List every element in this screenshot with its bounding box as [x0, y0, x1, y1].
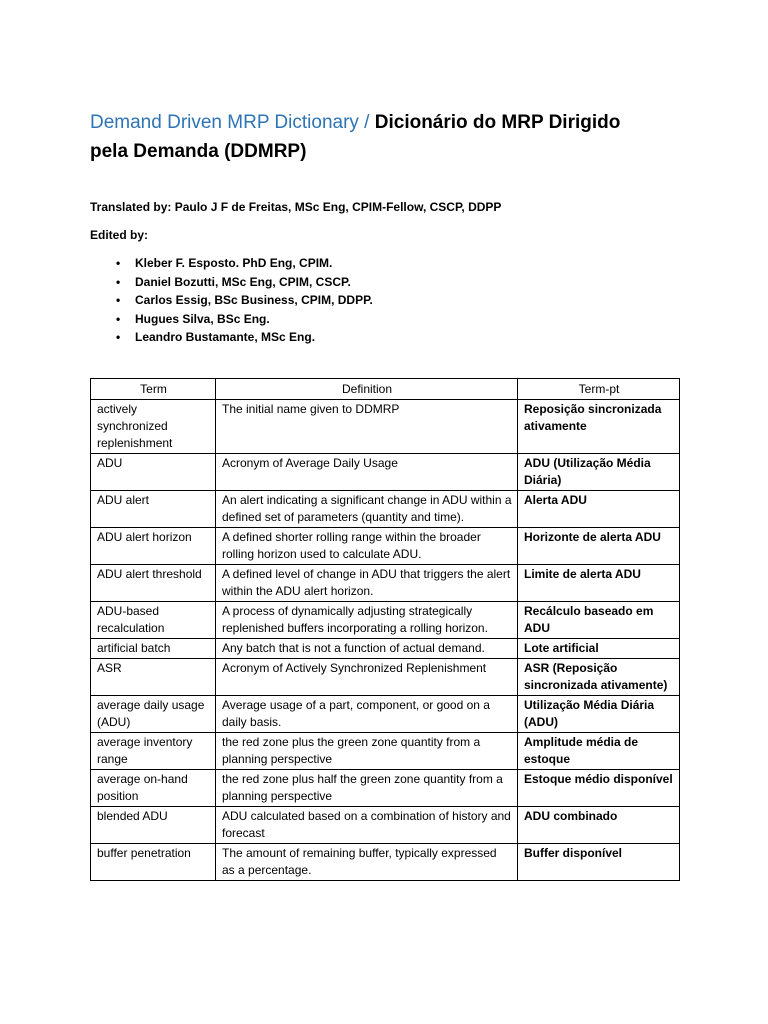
term-pt-cell: Lote artificial — [518, 639, 680, 659]
title-english: Demand Driven MRP Dictionary / — [90, 112, 370, 133]
term-cell: average on-hand position — [91, 770, 216, 807]
term-pt-cell: Estoque médio disponível — [518, 770, 680, 807]
editor-item — [90, 328, 679, 347]
term-cell: ADU alert horizon — [91, 528, 216, 565]
term-cell: average inventory range — [91, 733, 216, 770]
definition-cell: Acronym of Average Daily Usage — [216, 454, 518, 491]
bullet-icon: • — [116, 256, 121, 270]
editor-item — [90, 254, 679, 273]
definition-cell: the red zone plus the green zone quantity from a planning perspective — [216, 733, 518, 770]
header-term: Term — [91, 379, 216, 400]
definition-cell: The amount of remaining buffer, typically expressed as a percentage. — [216, 844, 518, 881]
term-cell: ADU — [91, 454, 216, 491]
table-row — [91, 528, 680, 565]
table-row — [91, 659, 680, 696]
term-cell: ADU-based recalculation — [91, 602, 216, 639]
table-row — [91, 491, 680, 528]
term-cell: ASR — [91, 659, 216, 696]
term-cell: actively synchronized replenishment — [91, 400, 216, 454]
definition-cell: the red zone plus half the green zone quantity from a planning perspective — [216, 770, 518, 807]
bullet-icon: • — [116, 330, 121, 344]
term-cell: ADU alert threshold — [91, 565, 216, 602]
editor-name: Kleber F. Esposto. PhD Eng, CPIM. — [135, 256, 333, 270]
table-row — [91, 696, 680, 733]
table-row — [91, 770, 680, 807]
bullet-icon: • — [116, 274, 121, 289]
dictionary-table — [90, 378, 680, 881]
bullet-icon: • — [116, 311, 121, 326]
editor-name: Daniel Bozutti, MSc Eng, CPIM, CSCP. — [135, 274, 351, 289]
definition-cell: A defined shorter rolling range within the broader rolling horizon used to calculate ADU. — [216, 528, 518, 565]
term-pt-cell: Reposição sincronizada ativamente — [518, 400, 680, 454]
header-definition: Definition — [216, 379, 518, 400]
header-term-pt: Term-pt — [518, 379, 680, 400]
title-portuguese: Dicionário do MRP Dirigido pela Demanda (DDMRP) — [90, 112, 621, 162]
editor-name: Carlos Essig, BSc Business, CPIM, DDPP. — [135, 293, 373, 307]
term-pt-cell: Amplitude média de estoque — [518, 733, 680, 770]
table-row — [91, 844, 680, 881]
table-row — [91, 602, 680, 639]
document-title — [90, 108, 650, 166]
term-cell: artificial batch — [91, 639, 216, 659]
table-row — [91, 565, 680, 602]
bullet-icon: • — [116, 293, 121, 307]
term-pt-cell: Buffer disponível — [518, 844, 680, 881]
term-pt-cell: Alerta ADU — [518, 491, 680, 528]
definition-cell: ADU calculated based on a combination of history and forecast — [216, 807, 518, 844]
term-cell: average daily usage (ADU) — [91, 696, 216, 733]
term-pt-cell: Recálculo baseado em ADU — [518, 602, 680, 639]
table-row — [91, 400, 680, 454]
definition-cell: Average usage of a part, component, or good on a daily basis. — [216, 696, 518, 733]
table-header-row — [91, 379, 680, 400]
translator-credit: Translated by: Paulo J F de Freitas, MSc Eng, CPIM-Fellow, CSCP, DDPP — [90, 200, 502, 214]
table-row — [91, 454, 680, 491]
term-pt-cell: ASR (Reposição sincronizada ativamente) — [518, 659, 680, 696]
definition-cell: A process of dynamically adjusting strategically replenished buffers incorporating a rolling horizon. — [216, 602, 518, 639]
definition-cell: The initial name given to DDMRP — [216, 400, 518, 454]
term-pt-cell: Limite de alerta ADU — [518, 565, 680, 602]
term-pt-cell: ADU (Utilização Média Diária) — [518, 454, 680, 491]
editor-list — [90, 254, 679, 347]
definition-cell: A defined level of change in ADU that triggers the alert within the ADU alert horizon. — [216, 565, 518, 602]
editor-name: Leandro Bustamante, MSc Eng. — [135, 330, 316, 344]
term-pt-cell: Horizonte de alerta ADU — [518, 528, 680, 565]
term-cell: blended ADU — [91, 807, 216, 844]
edited-by-label: Edited by: — [90, 228, 149, 242]
definition-cell: Any batch that is not a function of actual demand. — [216, 639, 518, 659]
term-cell: ADU alert — [91, 491, 216, 528]
editor-item — [90, 273, 679, 292]
table-row — [91, 807, 680, 844]
definition-cell: An alert indicating a significant change in ADU within a defined set of parameters (quantity and time). — [216, 491, 518, 528]
term-pt-cell: Utilização Média Diária (ADU) — [518, 696, 680, 733]
editor-item — [90, 310, 679, 329]
editor-item — [90, 291, 679, 310]
term-cell: buffer penetration — [91, 844, 216, 881]
definition-cell: Acronym of Actively Synchronized Replenishment — [216, 659, 518, 696]
table-row — [91, 639, 680, 659]
term-pt-cell: ADU combinado — [518, 807, 680, 844]
table-row — [91, 733, 680, 770]
editor-name: Hugues Silva, BSc Eng. — [135, 311, 270, 326]
